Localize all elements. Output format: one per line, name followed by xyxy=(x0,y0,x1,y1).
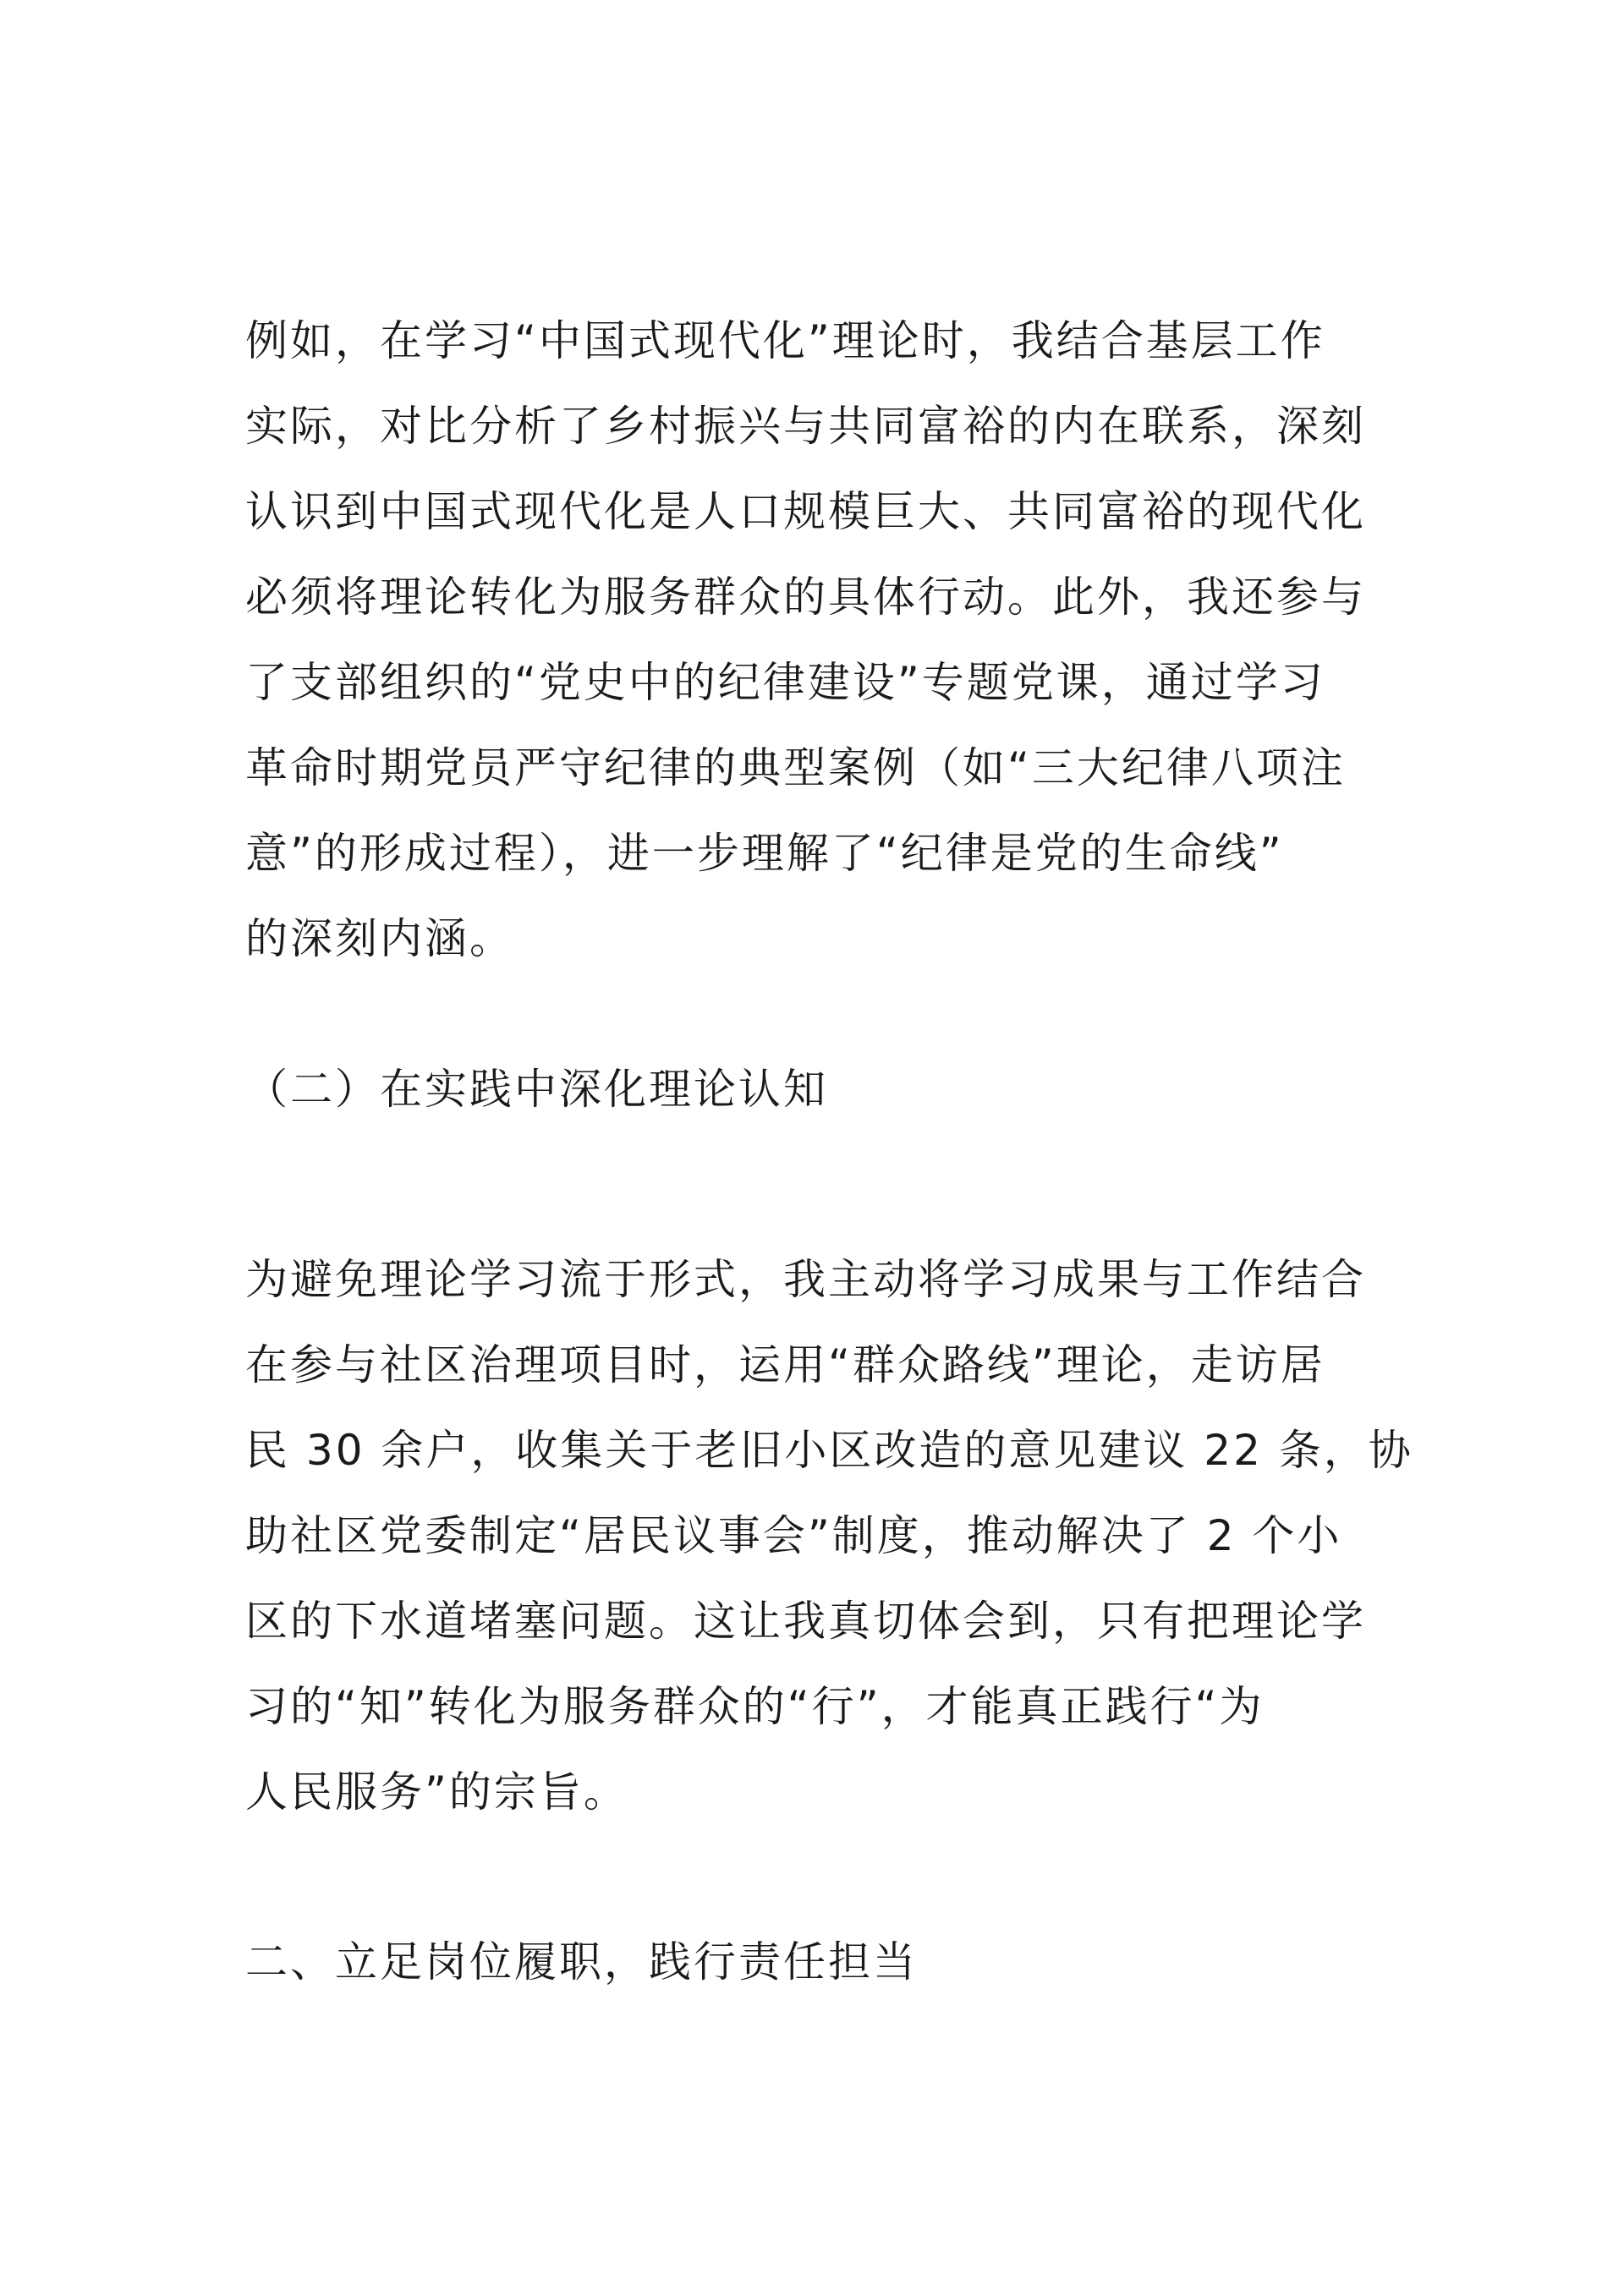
paragraph-1-line-4: 必须将理论转化为服务群众的具体行动。此外，我还参与 xyxy=(245,573,1366,622)
paragraph-1-line-1: 例如，在学习“中国式现代化”理论时，我结合基层工作 xyxy=(245,316,1325,365)
paragraph-2-line-6: 习的“知”转化为服务群众的“行”，才能真正践行“为 xyxy=(245,1682,1265,1731)
paragraph-1-line-3: 认识到中国式现代化是人口规模巨大、共同富裕的现代化 xyxy=(245,487,1366,536)
paragraph-2-line-7: 人民服务”的宗旨。 xyxy=(245,1767,628,1817)
paragraph-2-line-5: 区的下水道堵塞问题。这让我真切体会到，只有把理论学 xyxy=(245,1597,1366,1646)
paragraph-1-line-6: 革命时期党员严守纪律的典型案例（如“三大纪律八项注 xyxy=(245,743,1346,792)
paragraph-2-line-3: 民 30 余户，收集关于老旧小区改造的意见建议 22 条，协 xyxy=(245,1426,1413,1475)
paragraph-2-line-2: 在参与社区治理项目时，运用“群众路线”理论，走访居 xyxy=(245,1340,1325,1389)
section-heading-3: 二、立足岗位履职，践行责任担当 xyxy=(245,1937,918,1986)
paragraph-1-line-7: 意”的形成过程），进一步理解了“纪律是党的生命线” xyxy=(245,829,1284,878)
paragraph-1-line-5: 了支部组织的“党史中的纪律建设”专题党课，通过学习 xyxy=(245,658,1325,707)
paragraph-2-line-1: 为避免理论学习流于形式，我主动将学习成果与工作结合 xyxy=(245,1255,1366,1304)
paragraph-1-line-8: 的深刻内涵。 xyxy=(245,914,514,963)
section-heading-2: （二）在实践中深化理论认知 xyxy=(245,1065,828,1114)
paragraph-1-line-2: 实际，对比分析了乡村振兴与共同富裕的内在联系，深刻 xyxy=(245,402,1366,451)
paragraph-2-line-4: 助社区党委制定“居民议事会”制度，推动解决了 2 个小 xyxy=(245,1511,1342,1560)
